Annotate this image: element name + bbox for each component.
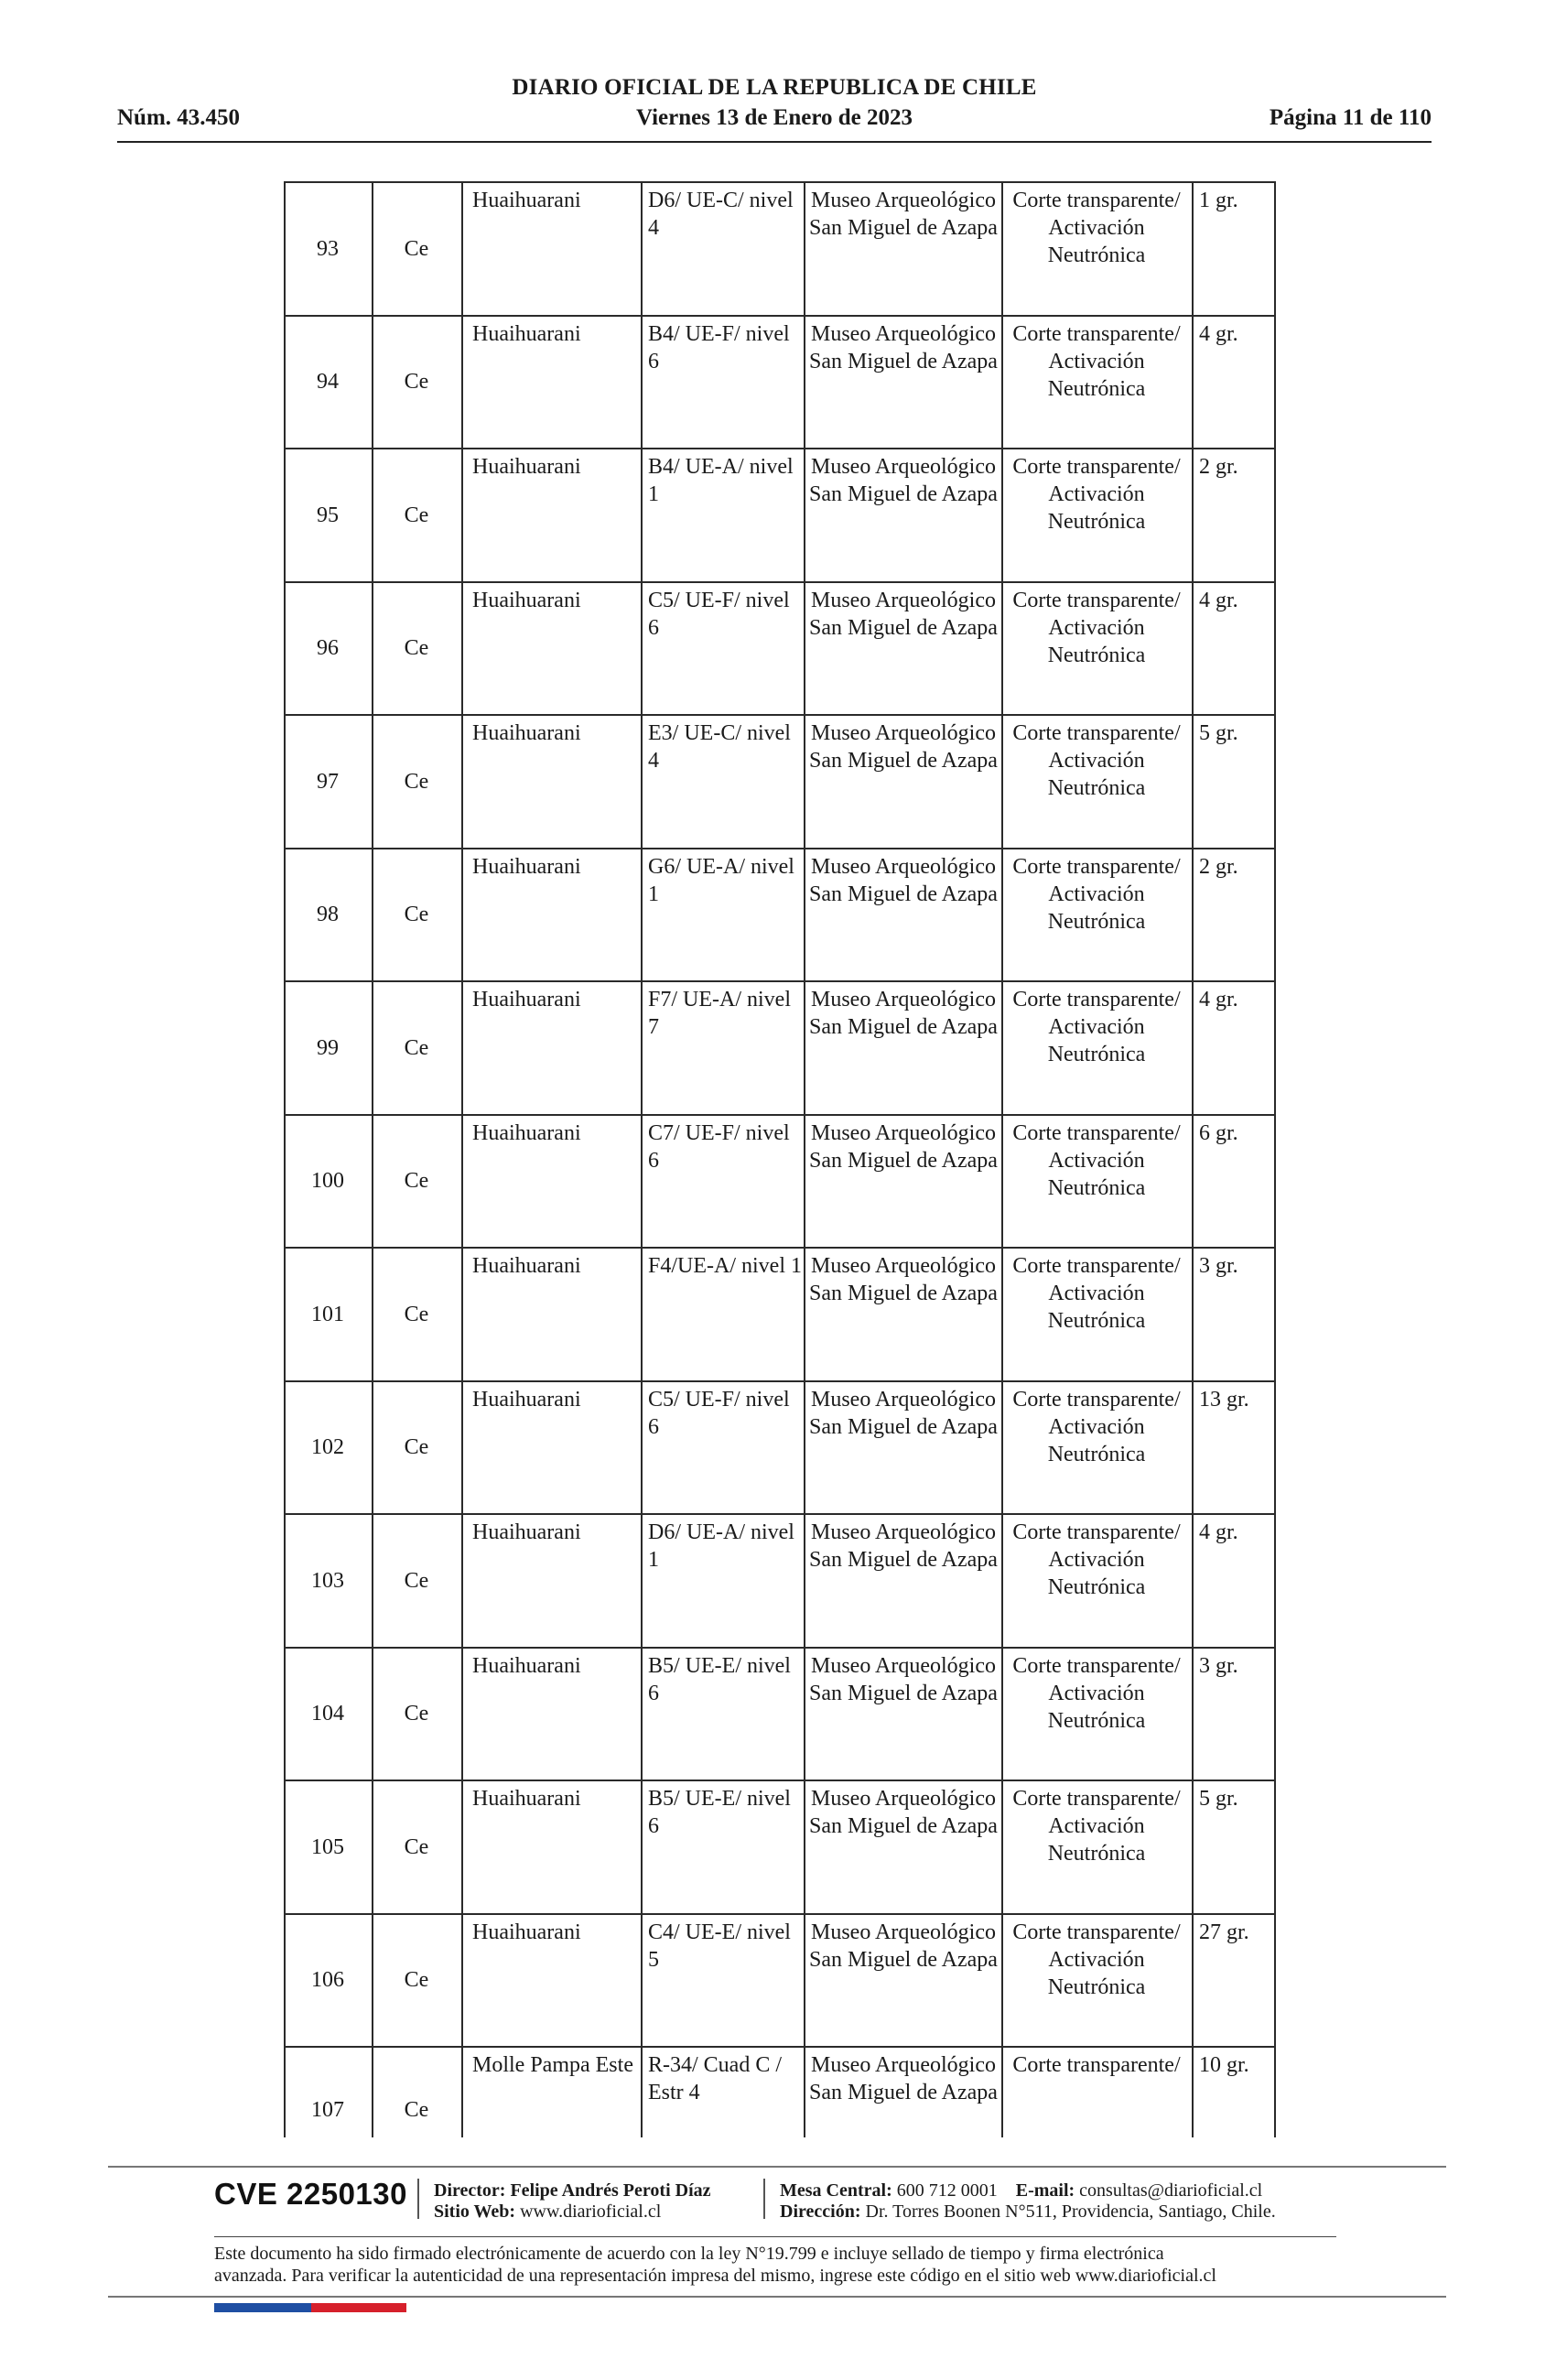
table-row	[284, 1249, 1276, 1382]
sample-number: 93	[317, 236, 339, 261]
sample-number: 94	[317, 370, 339, 395]
issue-number: Núm. 43.450	[117, 105, 241, 130]
sample-quantity: 27 gr.	[1199, 1920, 1249, 1944]
footer-director-block	[434, 2180, 711, 2223]
sample-museum: Museo Arqueológico San Miguel de Azapa	[809, 189, 998, 240]
sample-number: 97	[317, 769, 339, 794]
phone-label: Mesa Central:	[780, 2180, 892, 2201]
sample-number: 104	[311, 1702, 344, 1726]
sample-quantity: 4 gr.	[1199, 1520, 1238, 1544]
table-column-border	[641, 181, 643, 2137]
sample-museum: Museo Arqueológico San Miguel de Azapa	[809, 854, 998, 906]
table-row	[284, 2048, 1276, 2171]
sample-provenance: R-34/ Cuad C / Estr 4	[648, 2053, 783, 2104]
sample-quantity: 4 gr.	[1199, 988, 1238, 1012]
sample-quantity: 4 gr.	[1199, 588, 1238, 612]
phone-number: 600 712 0001	[896, 2180, 998, 2201]
sample-number: 101	[311, 1302, 344, 1326]
table-row	[284, 716, 1276, 849]
sample-method: Corte transparente/ Activación Neutrónica	[1012, 1520, 1181, 1599]
sample-element: Ce	[404, 1702, 429, 1726]
header-divider	[117, 141, 1432, 143]
table-row	[284, 1382, 1276, 1516]
sample-method: Corte transparente/ Activación Neutrónica	[1012, 455, 1181, 534]
table-row	[284, 1515, 1276, 1649]
sample-number: 99	[317, 1035, 339, 1060]
sample-site: Huaihuarani	[472, 1653, 581, 1678]
sample-site: Huaihuarani	[472, 1787, 581, 1811]
table-row	[284, 183, 1276, 317]
table-column-border	[1274, 181, 1276, 2137]
sample-quantity: 5 gr.	[1199, 721, 1238, 745]
sample-method: Corte transparente/ Activación Neutrónica	[1012, 189, 1181, 267]
sample-element: Ce	[404, 1834, 429, 1859]
table-column-border	[1001, 181, 1003, 2137]
sample-provenance: E3/ UE-C/ nivel 4	[648, 721, 791, 773]
sample-museum: Museo Arqueológico San Miguel de Azapa	[809, 455, 998, 506]
sample-element: Ce	[404, 1968, 429, 1993]
issue-date: Viernes 13 de Enero de 2023	[635, 105, 913, 130]
sample-museum: Museo Arqueológico San Miguel de Azapa	[809, 1120, 998, 1173]
sample-quantity: 2 gr.	[1199, 854, 1238, 879]
sample-site: Huaihuarani	[472, 455, 581, 479]
sample-quantity: 3 gr.	[1199, 1254, 1238, 1278]
table-row	[284, 1915, 1276, 2049]
table-row	[284, 849, 1276, 983]
sample-provenance: C7/ UE-F/ nivel 6	[648, 1120, 790, 1173]
table-row	[284, 1781, 1276, 1915]
sample-provenance: C5/ UE-F/ nivel 6	[648, 588, 790, 640]
sample-number: 98	[317, 903, 339, 927]
sample-provenance: B4/ UE-F/ nivel 6	[648, 321, 790, 373]
email-link[interactable]: consultas@diarioficial.cl	[1079, 2180, 1263, 2201]
sample-element: Ce	[404, 1568, 429, 1593]
table-column-border	[284, 181, 286, 2137]
sample-provenance: G6/ UE-A/ nivel 1	[648, 854, 794, 906]
sample-provenance: D6/ UE-C/ nivel 4	[648, 189, 794, 240]
sample-quantity: 2 gr.	[1199, 455, 1238, 479]
sample-museum: Museo Arqueológico San Miguel de Azapa	[809, 988, 998, 1039]
sample-method: Corte transparente/ Activación Neutrónica	[1012, 854, 1181, 934]
sample-provenance: F4/UE-A/ nivel 1	[648, 1254, 802, 1278]
sample-method: Corte transparente/ Activación Neutrónica	[1012, 1653, 1181, 1733]
sample-site: Huaihuarani	[472, 1387, 581, 1412]
table-row	[284, 982, 1276, 1116]
sample-site: Huaihuarani	[472, 1920, 581, 1944]
sample-provenance: B5/ UE-E/ nivel 6	[648, 1653, 791, 1705]
sample-museum: Museo Arqueológico San Miguel de Azapa	[809, 588, 998, 640]
website-link[interactable]: www.diarioficial.cl	[520, 2202, 662, 2222]
sample-element: Ce	[404, 1035, 429, 1060]
website-label: Sitio Web:	[434, 2202, 516, 2222]
footer-divider-bottom	[108, 2296, 1446, 2298]
sample-site: Huaihuarani	[472, 588, 581, 612]
table-column-border	[372, 181, 373, 2137]
sample-museum: Museo Arqueológico San Miguel de Azapa	[809, 1920, 998, 1972]
sample-site: Huaihuarani	[472, 721, 581, 745]
sample-method: Corte transparente/	[1012, 2053, 1181, 2077]
page-header	[117, 71, 1432, 145]
sample-number: 102	[311, 1435, 344, 1460]
sample-provenance: F7/ UE-A/ nivel 7	[648, 988, 791, 1039]
sample-method: Corte transparente/ Activación Neutrónica	[1012, 1387, 1181, 1466]
sample-museum: Museo Arqueológico San Miguel de Azapa	[809, 1653, 998, 1705]
sample-method: Corte transparente/ Activación Neutrónica	[1012, 321, 1181, 401]
sample-quantity: 10 gr.	[1199, 2053, 1249, 2077]
samples-table	[284, 183, 1276, 2171]
legal-notice	[214, 2243, 1340, 2287]
sample-element: Ce	[404, 236, 429, 261]
sample-quantity: 3 gr.	[1199, 1653, 1238, 1678]
flag-stripe-blue	[214, 2303, 311, 2312]
footer-separator	[763, 2179, 765, 2219]
sample-museum: Museo Arqueológico San Miguel de Azapa	[809, 1520, 998, 1572]
sample-quantity: 6 gr.	[1199, 1120, 1238, 1145]
sample-element: Ce	[404, 1169, 429, 1194]
sample-number: 100	[311, 1169, 344, 1194]
sample-element: Ce	[404, 769, 429, 794]
table-column-border	[1192, 181, 1194, 2137]
sample-quantity: 13 gr.	[1199, 1387, 1249, 1412]
table-row	[284, 449, 1276, 583]
sample-quantity: 1 gr.	[1199, 189, 1238, 212]
sample-element: Ce	[404, 1435, 429, 1460]
sample-method: Corte transparente/ Activación Neutrónica	[1012, 1787, 1181, 1866]
sample-element: Ce	[404, 636, 429, 661]
publication-title: DIARIO OFICIAL DE LA REPUBLICA DE CHILE	[512, 75, 1037, 100]
sample-number: 105	[311, 1834, 344, 1859]
cve-code: CVE 2250130	[214, 2177, 407, 2211]
sample-site: Huaihuarani	[472, 1520, 581, 1544]
sample-museum: Museo Arqueológico San Miguel de Azapa	[809, 2053, 998, 2104]
sample-element: Ce	[404, 370, 429, 395]
legal-line-2: avanzada. Para verificar la autenticidad de una representación impresa del mismo, ingrese este código en el sitio web www.diarioficial.cl	[214, 2266, 1216, 2286]
sample-element: Ce	[404, 1302, 429, 1326]
sample-provenance: B4/ UE-A/ nivel 1	[648, 455, 794, 506]
table-row	[284, 317, 1276, 450]
sample-method: Corte transparente/ Activación Neutrónica	[1012, 1120, 1181, 1200]
address-text: Dr. Torres Boonen N°511, Providencia, Santiago, Chile.	[865, 2202, 1276, 2222]
sample-site: Huaihuarani	[472, 854, 581, 879]
footer-divider-top	[108, 2166, 1446, 2168]
page-number: Página 11 de 110	[1269, 105, 1432, 130]
sample-museum: Museo Arqueológico San Miguel de Azapa	[809, 1387, 998, 1439]
sample-museum: Museo Arqueológico San Miguel de Azapa	[809, 1787, 998, 1838]
sample-site: Huaihuarani	[472, 321, 581, 346]
sample-provenance: D6/ UE-A/ nivel 1	[648, 1520, 794, 1572]
legal-line-1: Este documento ha sido firmado electrónicamente de acuerdo con la ley N°19.799 e incluye sellado de tiempo y firma electrónica	[214, 2244, 1164, 2264]
footer-contact-block	[780, 2180, 1276, 2223]
sample-number: 106	[311, 1968, 344, 1993]
sample-number: 107	[311, 2097, 344, 2122]
sample-provenance: B5/ UE-E/ nivel 6	[648, 1787, 791, 1838]
footer-separator	[417, 2179, 419, 2219]
sample-element: Ce	[404, 903, 429, 927]
sample-method: Corte transparente/ Activación Neutrónica	[1012, 721, 1181, 800]
sample-museum: Museo Arqueológico San Miguel de Azapa	[809, 1254, 998, 1305]
sample-site: Huaihuarani	[472, 988, 581, 1012]
sample-element: Ce	[404, 2097, 429, 2122]
sample-site: Huaihuarani	[472, 189, 581, 212]
sample-site: Huaihuarani	[472, 1254, 581, 1278]
table-row	[284, 1649, 1276, 1782]
sample-provenance: C4/ UE-E/ nivel 5	[648, 1920, 791, 1972]
sample-number: 95	[317, 503, 339, 527]
flag-stripe-red	[311, 2303, 406, 2312]
table-row	[284, 1116, 1276, 1250]
sample-site: Huaihuarani	[472, 1120, 581, 1145]
sample-element: Ce	[404, 503, 429, 527]
sample-quantity: 4 gr.	[1199, 321, 1238, 346]
sample-museum: Museo Arqueológico San Miguel de Azapa	[809, 721, 998, 773]
director-label: Director:	[434, 2180, 506, 2201]
sample-site: Molle Pampa Este	[472, 2053, 633, 2077]
sample-provenance: C5/ UE-F/ nivel 6	[648, 1387, 790, 1439]
footer-divider-middle	[214, 2236, 1336, 2237]
email-label: E-mail:	[1015, 2180, 1075, 2201]
table-column-border	[804, 181, 805, 2137]
sample-number: 103	[311, 1568, 344, 1593]
sample-method: Corte transparente/ Activación Neutrónica	[1012, 588, 1181, 667]
sample-museum: Museo Arqueológico San Miguel de Azapa	[809, 321, 998, 373]
sample-method: Corte transparente/ Activación Neutrónica	[1012, 988, 1181, 1066]
sample-number: 96	[317, 636, 339, 661]
director-name: Felipe Andrés Peroti Díaz	[510, 2180, 711, 2201]
table-column-border	[461, 181, 463, 2137]
address-label: Dirección:	[780, 2202, 861, 2222]
table-row	[284, 583, 1276, 717]
sample-quantity: 5 gr.	[1199, 1787, 1238, 1811]
sample-method: Corte transparente/ Activación Neutrónica	[1012, 1920, 1181, 1999]
sample-method: Corte transparente/ Activación Neutrónica	[1012, 1254, 1181, 1333]
